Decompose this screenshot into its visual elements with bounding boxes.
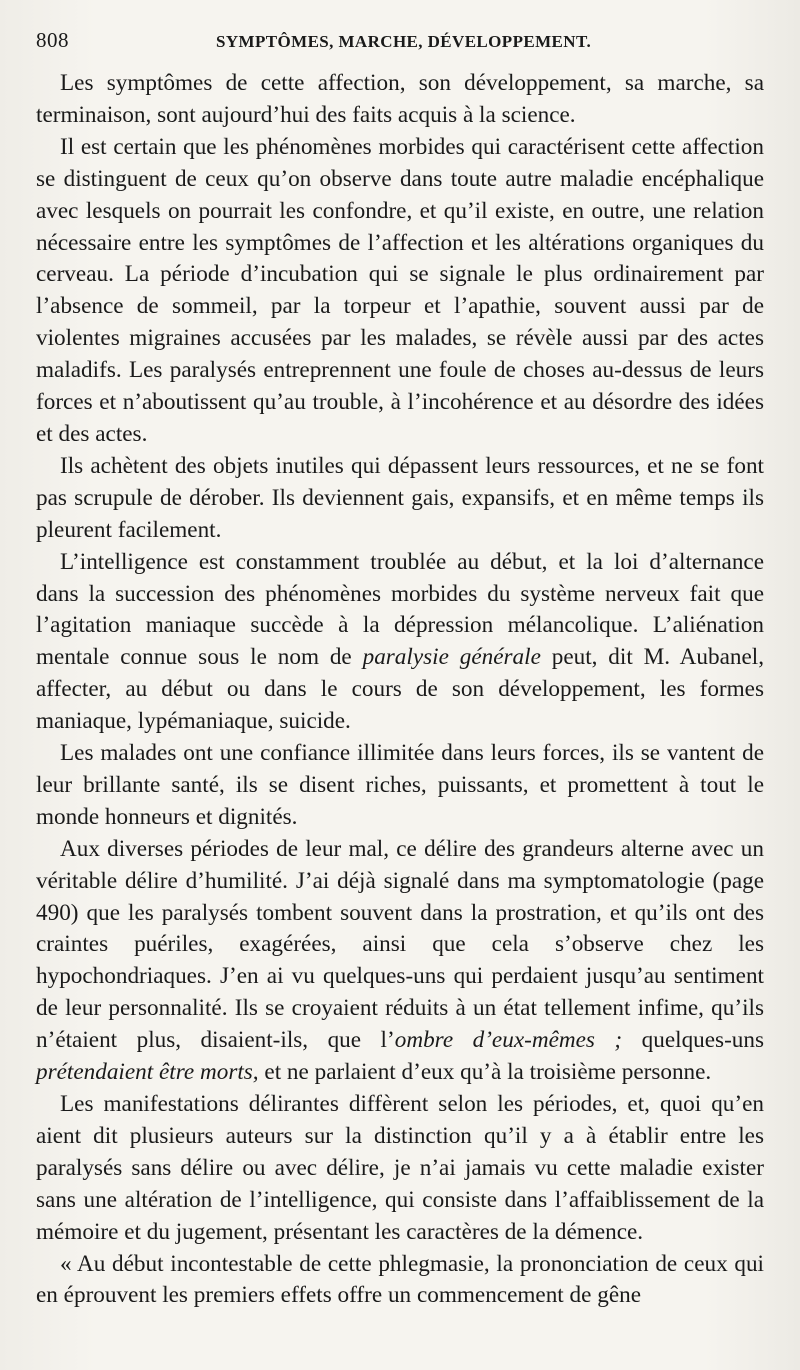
paragraph-3: Ils achètent des objets inutiles qui dépassent leurs ressources, et ne se font pas scrupule de dérober. Ils deviennent gais, expansifs, et en même temps ils pleurent facilement.: [36, 452, 764, 543]
paragraph-2: Il est certain que les phénomènes morbides qui caractérisent cette affection se distinguent de ceux qu’on observe dans toute autre maladie encéphalique avec lesquels on pourrait les confondre, et qu’il existe, en outre, une relation nécessaire entre les symptômes de l’affection et les altérations organiques du cerveau. La période d’incubation qui se signale le plus ordinairement par l’absence de sommeil, par la torpeur et l’apathie, souvent aussi par de violentes migraines accusées par les malades, se révèle aussi par des actes maladifs. Les paralysés entreprennent une foule de choses au-dessus de leurs forces et n’aboutissent qu’au trouble, à l’incohérence et au désordre des idées et des actes.: [36, 133, 764, 447]
paragraph-6-text-c: et ne parlaient d’eux qu’à la troisième personne.: [258, 1059, 712, 1086]
paragraph-4: [36, 547, 764, 738]
page-number: 808: [36, 28, 69, 52]
paragraph-6-italic-a: ombre d’eux-mêmes ;: [394, 1027, 623, 1054]
paragraph-4-text-b: peut, dit M. Aubanel, affecter, au début ou dans le cours de son développement, les formes maniaque, lypémaniaque, suicide.: [36, 644, 764, 735]
paragraph-7: Les manifestations délirantes diffèrent selon les périodes, et, quoi qu’en aient dit plusieurs auteurs sur la distinction qu’il y a à établir entre les paralysés sans délire ou avec délire, je n’ai jamais vu cette maladie exister sans une altération de l’intelligence, qui consiste dans l’affaiblissement de la mémoire et du jugement, présentant les caractères de la démence.: [36, 1091, 764, 1245]
paragraph-4-text-a: L’intelligence est constamment troublée au début, et la loi d’alternance dans la succession des phénomènes morbides du système nerveux fait que l’agitation maniaque succède à la dépression mélancolique. L’aliénation mentale connue sous le nom de: [36, 548, 764, 671]
running-head: SYMPTÔMES, MARCHE, DÉVELOPPEMENT.: [216, 32, 592, 51]
paragraph-5: Les malades ont une confiance illimitée dans leurs forces, ils se vantent de leur brillante santé, ils se disent riches, puissants, et promettent à tout le monde honneurs et dignités.: [36, 740, 764, 830]
paragraph-6: [36, 834, 764, 1089]
paragraph-6-italic-b: prétendaient être morts,: [36, 1059, 259, 1086]
page-header: [36, 28, 764, 64]
paragraph-6-text-b: quelques-uns: [622, 1027, 765, 1054]
paragraph-6-text-a: Aux diverses périodes de leur mal, ce délire des grandeurs alterne avec un véritable délire d’humilité. J’ai déjà signalé dans ma symptomatologie (page 490) que les paralysés tombent souvent dans la prostration, et qu’ils ont des craintes puériles, exagérées, ainsi que cela s’observe chez les hypochondriaques. J’en ai vu quelques-uns qui perdaient jusqu’au sentiment de leur personnalité. Ils se croyaient réduits à un état tellement infime, qu’ils n’étaient plus, disaient-ils, que l’: [36, 835, 764, 1054]
paragraph-8: « Au début incontestable de cette phlegmasie, la prononciation de ceux qui en éprouvent les premiers effets offre un commencement de gêne: [36, 1250, 764, 1309]
paragraph-4-italic: paralysie générale: [362, 644, 541, 671]
body-text: [36, 68, 764, 1312]
paragraph-1: Les symptômes de cette affection, son développement, sa marche, sa terminaison, sont aujourd’hui des faits acquis à la science.: [36, 70, 764, 128]
